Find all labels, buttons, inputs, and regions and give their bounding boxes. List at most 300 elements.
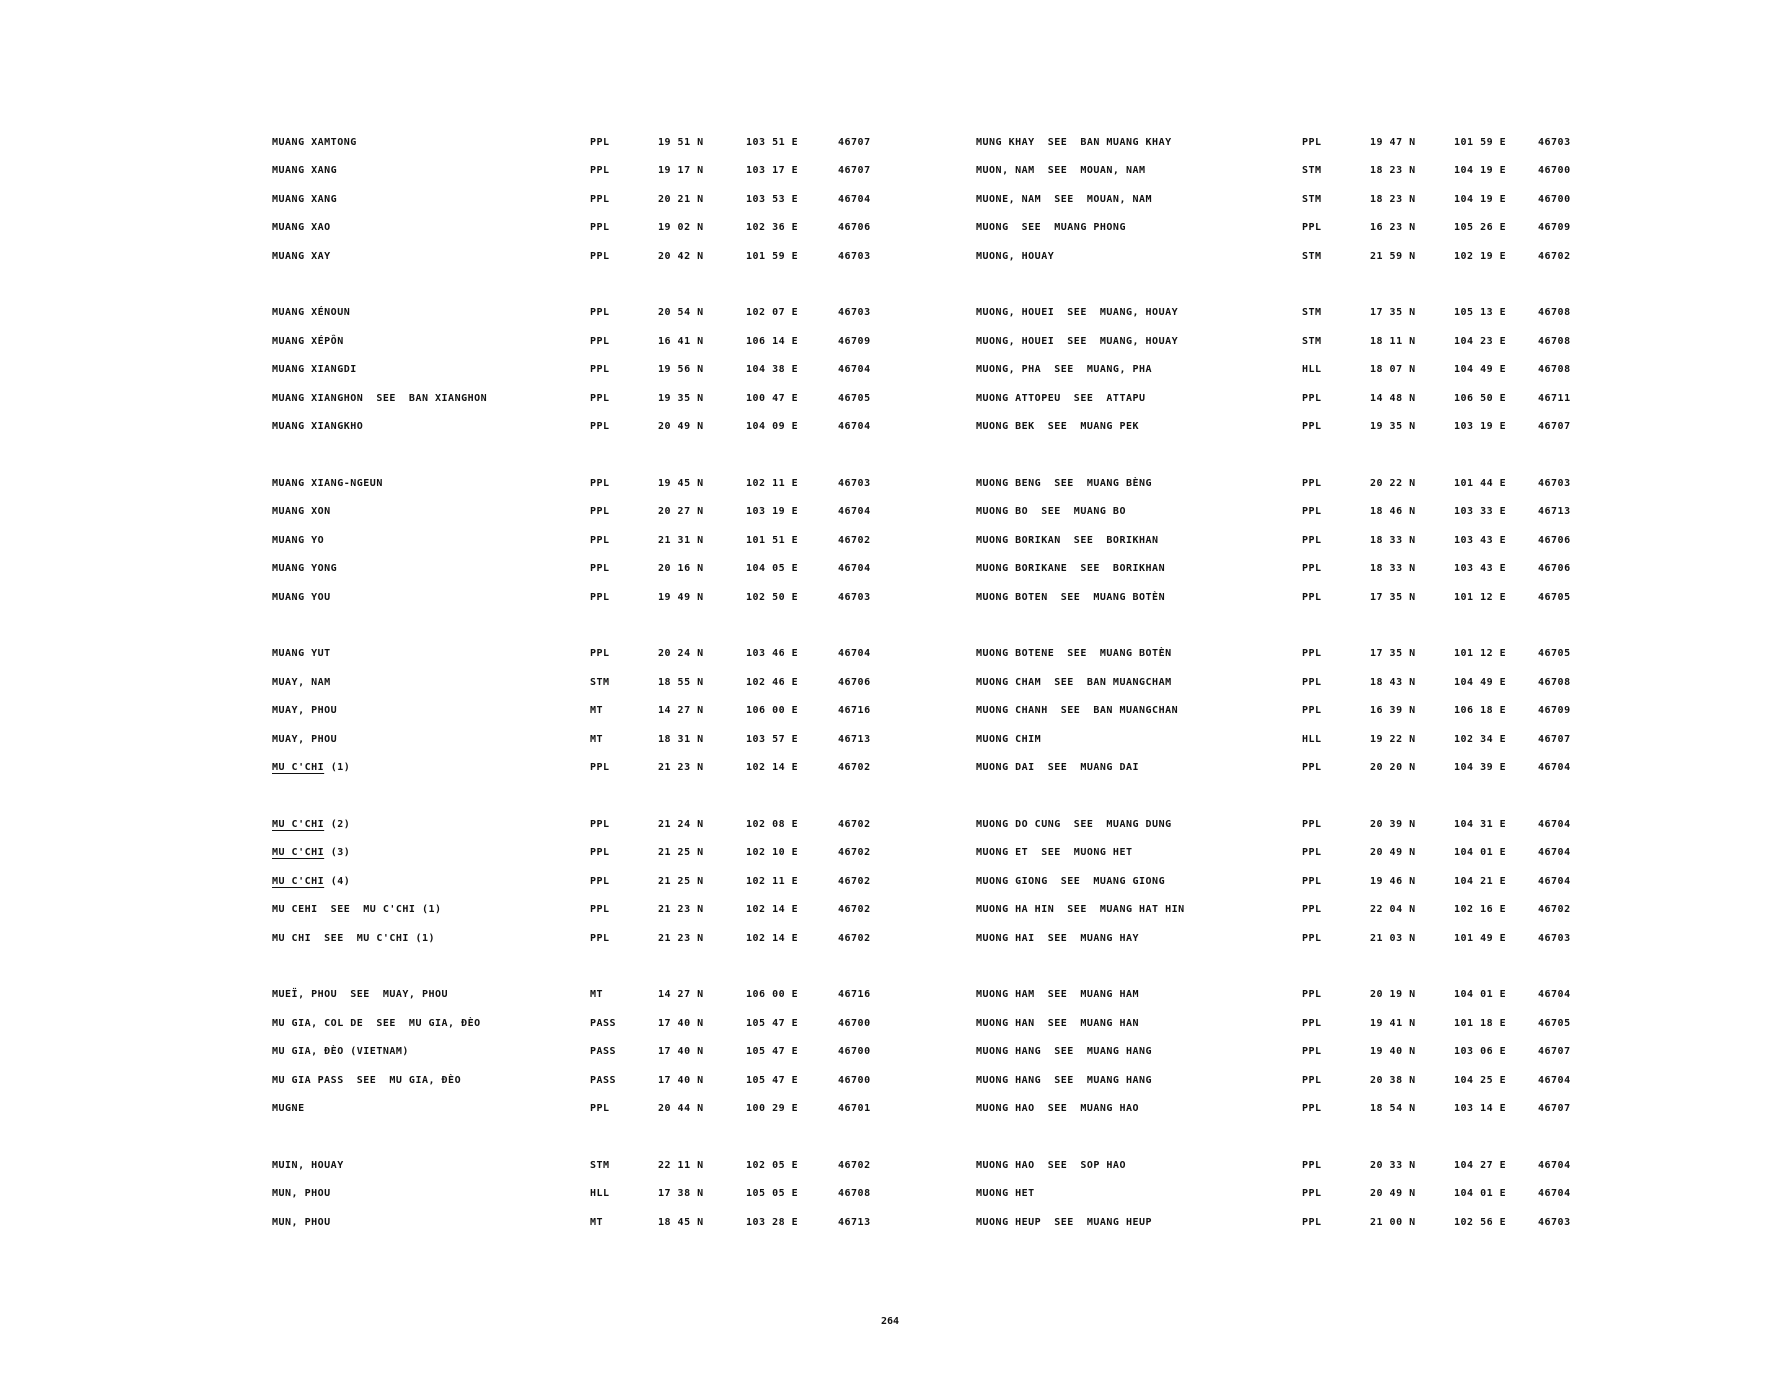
latitude: 14 48 N	[1370, 392, 1416, 404]
longitude: 102 14 E	[746, 932, 799, 944]
feature-type: PPL	[1302, 818, 1322, 830]
place-name: MUONG DAI SEE MUANG DAI	[976, 762, 1140, 774]
latitude: 18 45 N	[658, 1216, 704, 1228]
feature-type: PPL	[1302, 847, 1322, 859]
longitude: 104 31 E	[1454, 818, 1507, 830]
map-code: 46702	[838, 875, 871, 887]
gazetteer-entry	[272, 128, 898, 157]
gazetteer-entry	[272, 498, 898, 527]
feature-type: PPL	[1302, 591, 1322, 603]
map-code: 46703	[1538, 477, 1571, 489]
latitude: 18 33 N	[1370, 563, 1416, 575]
latitude: 20 27 N	[658, 506, 704, 518]
map-code: 46707	[1538, 1046, 1571, 1058]
map-code: 46703	[838, 591, 871, 603]
place-name: MUONG HAO SEE SOP HAO	[976, 1159, 1126, 1171]
gazetteer-entry	[272, 668, 898, 697]
map-code: 46704	[1538, 1188, 1571, 1200]
latitude: 20 42 N	[658, 250, 704, 262]
gazetteer-entry	[272, 810, 898, 839]
place-name: MUONG GIONG SEE MUANG GIONG	[976, 875, 1166, 887]
longitude: 103 33 E	[1454, 506, 1507, 518]
feature-type: PPL	[1302, 1017, 1322, 1029]
longitude: 101 12 E	[1454, 648, 1507, 660]
map-code: 46704	[1538, 989, 1571, 1001]
latitude: 20 33 N	[1370, 1159, 1416, 1171]
longitude: 105 26 E	[1454, 222, 1507, 234]
longitude: 105 47 E	[746, 1046, 799, 1058]
page-number: 264	[880, 1316, 900, 1327]
feature-type: PPL	[1302, 392, 1322, 404]
gazetteer-entry	[976, 725, 1598, 754]
longitude: 103 43 E	[1454, 563, 1507, 575]
feature-type: PPL	[1302, 705, 1322, 717]
gazetteer-entry	[976, 384, 1598, 413]
gazetteer-entry	[976, 356, 1598, 385]
map-code: 46704	[838, 506, 871, 518]
latitude: 22 04 N	[1370, 904, 1416, 916]
place-name-underlined: MU C'CHI	[272, 762, 325, 774]
map-code: 46701	[838, 1103, 871, 1115]
longitude: 100 29 E	[746, 1103, 799, 1115]
feature-type: PPL	[1302, 421, 1322, 433]
longitude: 104 01 E	[1454, 1188, 1507, 1200]
map-code: 46709	[838, 335, 871, 347]
latitude: 19 56 N	[658, 364, 704, 376]
longitude: 102 07 E	[746, 307, 799, 319]
feature-type: PPL	[590, 165, 610, 177]
place-name: MUONG HEUP SEE MUANG HEUP	[976, 1216, 1153, 1228]
place-name	[272, 876, 590, 887]
gazetteer-entry	[976, 128, 1598, 157]
gazetteer-entry	[976, 583, 1598, 612]
gazetteer-entry	[976, 924, 1598, 953]
place-name: MU CEHI SEE MU C'CHI (1)	[272, 904, 442, 916]
latitude: 19 41 N	[1370, 1017, 1416, 1029]
place-name: MUONG BENG SEE MUANG BÈNG	[976, 477, 1153, 489]
map-code: 46705	[1538, 1017, 1571, 1029]
latitude: 21 23 N	[658, 762, 704, 774]
map-code: 46704	[838, 193, 871, 205]
gazetteer-entry	[272, 867, 898, 896]
entry-group	[976, 810, 1598, 953]
gazetteer-entry	[976, 640, 1598, 669]
map-code: 46705	[1538, 648, 1571, 660]
entry-group	[976, 128, 1598, 271]
map-code: 46709	[1538, 222, 1571, 234]
place-name: MUONG HA HIN SEE MUANG HAT HIN	[976, 904, 1185, 916]
place-name: MUONG, PHA SEE MUANG, PHA	[976, 364, 1153, 376]
map-code: 46702	[838, 904, 871, 916]
feature-type: PPL	[590, 875, 610, 887]
feature-type: PPL	[1302, 648, 1322, 660]
map-code: 46713	[838, 1216, 871, 1228]
map-code: 46703	[1538, 136, 1571, 148]
place-name: MU CHI SEE MU C'CHI (1)	[272, 932, 436, 944]
place-name: MUONG DO CUNG SEE MUANG DUNG	[976, 818, 1172, 830]
map-code: 46707	[1538, 1103, 1571, 1115]
latitude: 18 54 N	[1370, 1103, 1416, 1115]
map-code: 46716	[838, 705, 871, 717]
place-name: MUANG XAO	[272, 222, 331, 234]
place-name	[272, 762, 590, 773]
place-name: MUONE, NAM SEE MOUAN, NAM	[976, 193, 1153, 205]
place-name: MUGNE	[272, 1103, 305, 1115]
feature-type: PPL	[1302, 563, 1322, 575]
latitude: 20 39 N	[1370, 818, 1416, 830]
latitude: 20 54 N	[658, 307, 704, 319]
entry-group	[976, 1151, 1598, 1237]
place-name-suffix: (2)	[324, 818, 351, 830]
entry-group	[272, 469, 898, 612]
place-name: MUONG BORIKAN SEE BORIKHAN	[976, 534, 1159, 546]
longitude: 104 01 E	[1454, 847, 1507, 859]
gazetteer-entry	[272, 839, 898, 868]
longitude: 102 36 E	[746, 222, 799, 234]
longitude: 102 46 E	[746, 676, 799, 688]
feature-type: PPL	[1302, 477, 1322, 489]
longitude: 104 19 E	[1454, 165, 1507, 177]
feature-type: PPL	[1302, 904, 1322, 916]
place-name: MUANG XANG	[272, 165, 338, 177]
gazetteer-entry	[976, 981, 1598, 1010]
map-code: 46703	[1538, 1216, 1571, 1228]
entry-group	[272, 810, 898, 953]
map-code: 46711	[1538, 392, 1571, 404]
gazetteer-entry	[272, 924, 898, 953]
latitude: 16 41 N	[658, 335, 704, 347]
place-name: MUANG XAY	[272, 250, 331, 262]
map-code: 46702	[1538, 904, 1571, 916]
gazetteer-entry	[272, 896, 898, 925]
entry-group	[976, 640, 1598, 783]
feature-type: PPL	[1302, 762, 1322, 774]
map-code: 46713	[1538, 506, 1571, 518]
map-code: 46713	[838, 733, 871, 745]
longitude: 104 01 E	[1454, 989, 1507, 1001]
gazetteer-entry	[976, 327, 1598, 356]
gazetteer-entry	[272, 1180, 898, 1209]
longitude: 106 00 E	[746, 705, 799, 717]
feature-type: PPL	[590, 648, 610, 660]
place-name: MUONG HANG SEE MUANG HANG	[976, 1046, 1153, 1058]
place-name: MUONG HET	[976, 1188, 1035, 1200]
feature-type: PPL	[590, 193, 610, 205]
map-code: 46705	[1538, 591, 1571, 603]
place-name-suffix: (1)	[324, 762, 351, 774]
longitude: 104 39 E	[1454, 762, 1507, 774]
latitude: 16 23 N	[1370, 222, 1416, 234]
place-name: MU GIA, COL DE SEE MU GIA, ĐÈO	[272, 1017, 481, 1029]
latitude: 19 45 N	[658, 477, 704, 489]
map-code: 46703	[838, 477, 871, 489]
latitude: 18 43 N	[1370, 676, 1416, 688]
map-code: 46702	[838, 932, 871, 944]
latitude: 21 25 N	[658, 847, 704, 859]
map-code: 46702	[838, 762, 871, 774]
feature-type: HLL	[1302, 364, 1322, 376]
entry-group	[976, 981, 1598, 1124]
place-name: MUANG XÉNOUN	[272, 307, 351, 319]
gazetteer-entry	[976, 555, 1598, 584]
latitude: 20 44 N	[658, 1103, 704, 1115]
feature-type: PPL	[590, 762, 610, 774]
map-code: 46702	[838, 818, 871, 830]
place-name-suffix: (3)	[324, 847, 351, 859]
feature-type: HLL	[590, 1188, 610, 1200]
feature-type: PPL	[1302, 222, 1322, 234]
gazetteer-entry	[272, 1208, 898, 1237]
place-name: MUONG BO SEE MUANG BO	[976, 506, 1126, 518]
latitude: 19 17 N	[658, 165, 704, 177]
latitude: 18 46 N	[1370, 506, 1416, 518]
map-code: 46700	[1538, 165, 1571, 177]
feature-type: PPL	[1302, 1074, 1322, 1086]
gazetteer-entry	[976, 668, 1598, 697]
latitude: 17 40 N	[658, 1046, 704, 1058]
map-code: 46703	[838, 307, 871, 319]
longitude: 106 14 E	[746, 335, 799, 347]
place-name: MUONG CHIM	[976, 733, 1042, 745]
longitude: 102 50 E	[746, 591, 799, 603]
gazetteer-entry	[272, 555, 898, 584]
place-name: MUONG, HOUAY	[976, 250, 1055, 262]
longitude: 103 28 E	[746, 1216, 799, 1228]
longitude: 104 25 E	[1454, 1074, 1507, 1086]
longitude: 104 38 E	[746, 364, 799, 376]
map-code: 46703	[1538, 932, 1571, 944]
longitude: 102 14 E	[746, 904, 799, 916]
latitude: 17 38 N	[658, 1188, 704, 1200]
latitude: 19 51 N	[658, 136, 704, 148]
gazetteer-entry	[976, 1095, 1598, 1124]
latitude: 18 07 N	[1370, 364, 1416, 376]
longitude: 103 46 E	[746, 648, 799, 660]
map-code: 46702	[838, 1159, 871, 1171]
place-name: MUANG YO	[272, 534, 325, 546]
latitude: 20 19 N	[1370, 989, 1416, 1001]
place-name: MUANG XANG	[272, 193, 338, 205]
feature-type: PPL	[590, 847, 610, 859]
map-code: 46706	[1538, 534, 1571, 546]
longitude: 102 34 E	[1454, 733, 1507, 745]
feature-type: PPL	[590, 335, 610, 347]
latitude: 21 59 N	[1370, 250, 1416, 262]
place-name-underlined: MU C'CHI	[272, 875, 325, 887]
feature-type: PPL	[1302, 676, 1322, 688]
map-code: 46706	[838, 222, 871, 234]
place-name: MUANG XÉPÔN	[272, 335, 344, 347]
place-name	[272, 847, 590, 858]
place-name: MUANG XIANG-NGEUN	[272, 477, 383, 489]
gazetteer-entry	[272, 299, 898, 328]
gazetteer-entry	[976, 896, 1598, 925]
entry-group	[272, 299, 898, 442]
map-code: 46708	[1538, 676, 1571, 688]
map-code: 46702	[1538, 250, 1571, 262]
longitude: 102 11 E	[746, 875, 799, 887]
longitude: 102 05 E	[746, 1159, 799, 1171]
latitude: 18 55 N	[658, 676, 704, 688]
place-name: MUIN, HOUAY	[272, 1159, 344, 1171]
map-code: 46706	[1538, 563, 1571, 575]
latitude: 17 35 N	[1370, 591, 1416, 603]
latitude: 17 40 N	[658, 1074, 704, 1086]
latitude: 17 35 N	[1370, 307, 1416, 319]
map-code: 46707	[838, 136, 871, 148]
latitude: 20 24 N	[658, 648, 704, 660]
feature-type: PPL	[590, 421, 610, 433]
map-code: 46708	[1538, 307, 1571, 319]
map-code: 46708	[1538, 335, 1571, 347]
longitude: 105 13 E	[1454, 307, 1507, 319]
map-code: 46704	[838, 364, 871, 376]
latitude: 20 16 N	[658, 563, 704, 575]
longitude: 105 47 E	[746, 1017, 799, 1029]
place-name: MUEÏ, PHOU SEE MUAY, PHOU	[272, 989, 449, 1001]
gazetteer-entry	[272, 1038, 898, 1067]
feature-type: PPL	[1302, 506, 1322, 518]
feature-type: STM	[1302, 307, 1322, 319]
feature-type: PPL	[590, 534, 610, 546]
gazetteer-entry	[976, 1208, 1598, 1237]
gazetteer-entry	[976, 242, 1598, 271]
place-name: MU GIA, ĐÈO (VIETNAM)	[272, 1046, 409, 1058]
map-code: 46704	[838, 421, 871, 433]
place-name: MUONG ET SEE MUONG HET	[976, 847, 1133, 859]
latitude: 19 47 N	[1370, 136, 1416, 148]
feature-type: PASS	[590, 1046, 617, 1058]
latitude: 18 33 N	[1370, 534, 1416, 546]
latitude: 19 49 N	[658, 591, 704, 603]
latitude: 21 31 N	[658, 534, 704, 546]
map-code: 46704	[1538, 818, 1571, 830]
longitude: 104 19 E	[1454, 193, 1507, 205]
entry-group	[272, 640, 898, 783]
gazetteer-entry	[272, 242, 898, 271]
latitude: 21 23 N	[658, 904, 704, 916]
place-name: MUONG BOTENE SEE MUANG BOTÈN	[976, 648, 1172, 660]
latitude: 19 40 N	[1370, 1046, 1416, 1058]
latitude: 16 39 N	[1370, 705, 1416, 717]
gazetteer-entry	[272, 469, 898, 498]
map-code: 46716	[838, 989, 871, 1001]
gazetteer-entry	[272, 413, 898, 442]
place-name-underlined: MU C'CHI	[272, 847, 325, 859]
latitude: 17 40 N	[658, 1017, 704, 1029]
latitude: 20 20 N	[1370, 762, 1416, 774]
latitude: 19 46 N	[1370, 875, 1416, 887]
gazetteer-entry	[976, 157, 1598, 186]
longitude: 106 00 E	[746, 989, 799, 1001]
place-name-suffix: (4)	[324, 875, 351, 887]
map-code: 46707	[838, 165, 871, 177]
longitude: 106 50 E	[1454, 392, 1507, 404]
gazetteer-entry	[976, 1066, 1598, 1095]
place-name: MUANG XIANGHON SEE BAN XIANGHON	[272, 392, 488, 404]
latitude: 20 49 N	[1370, 847, 1416, 859]
longitude: 103 14 E	[1454, 1103, 1507, 1115]
place-name: MUONG HANG SEE MUANG HANG	[976, 1074, 1153, 1086]
map-code: 46704	[838, 563, 871, 575]
gazetteer-entry	[272, 356, 898, 385]
feature-type: STM	[1302, 193, 1322, 205]
latitude: 14 27 N	[658, 989, 704, 1001]
map-code: 46700	[1538, 193, 1571, 205]
latitude: 21 24 N	[658, 818, 704, 830]
longitude: 102 14 E	[746, 762, 799, 774]
gazetteer-entry	[976, 299, 1598, 328]
left-gazetteer-column	[272, 128, 898, 1265]
gazetteer-entry	[976, 214, 1598, 243]
map-code: 46703	[838, 250, 871, 262]
longitude: 100 47 E	[746, 392, 799, 404]
feature-type: PPL	[590, 563, 610, 575]
map-code: 46707	[1538, 733, 1571, 745]
latitude: 20 38 N	[1370, 1074, 1416, 1086]
gazetteer-entry	[976, 413, 1598, 442]
feature-type: PPL	[590, 136, 610, 148]
entry-group	[976, 299, 1598, 442]
feature-type: STM	[1302, 335, 1322, 347]
gazetteer-entry	[272, 697, 898, 726]
longitude: 101 44 E	[1454, 477, 1507, 489]
entry-group	[272, 128, 898, 271]
place-name: MUONG BEK SEE MUANG PEK	[976, 421, 1140, 433]
entry-group	[272, 981, 898, 1124]
place-name: MUONG ATTOPEU SEE ATTAPU	[976, 392, 1146, 404]
feature-type: PPL	[1302, 1188, 1322, 1200]
latitude: 19 22 N	[1370, 733, 1416, 745]
feature-type: MT	[590, 705, 604, 717]
feature-type: PPL	[1302, 1216, 1322, 1228]
feature-type: PPL	[1302, 534, 1322, 546]
longitude: 101 59 E	[1454, 136, 1507, 148]
place-name: MUN, PHOU	[272, 1188, 331, 1200]
longitude: 102 19 E	[1454, 250, 1507, 262]
map-code: 46704	[1538, 1159, 1571, 1171]
latitude: 18 31 N	[658, 733, 704, 745]
feature-type: PPL	[590, 818, 610, 830]
feature-type: PPL	[590, 364, 610, 376]
longitude: 103 57 E	[746, 733, 799, 745]
feature-type: HLL	[1302, 733, 1322, 745]
entry-group	[976, 469, 1598, 612]
latitude: 20 49 N	[658, 421, 704, 433]
feature-type: PPL	[1302, 1046, 1322, 1058]
map-code: 46704	[1538, 762, 1571, 774]
feature-type: PPL	[590, 307, 610, 319]
longitude: 104 49 E	[1454, 676, 1507, 688]
place-name: MUN, PHOU	[272, 1216, 331, 1228]
latitude: 14 27 N	[658, 705, 704, 717]
longitude: 103 43 E	[1454, 534, 1507, 546]
gazetteer-entry	[976, 697, 1598, 726]
longitude: 101 59 E	[746, 250, 799, 262]
place-name: MUONG CHAM SEE BAN MUANGCHAM	[976, 676, 1172, 688]
feature-type: MT	[590, 733, 604, 745]
feature-type: MT	[590, 1216, 604, 1228]
place-name: MUANG XIANGKHO	[272, 421, 364, 433]
longitude: 105 05 E	[746, 1188, 799, 1200]
place-name: MUON, NAM SEE MOUAN, NAM	[976, 165, 1146, 177]
longitude: 103 19 E	[1454, 421, 1507, 433]
longitude: 102 10 E	[746, 847, 799, 859]
gazetteer-entry	[272, 526, 898, 555]
gazetteer-entry	[976, 498, 1598, 527]
gazetteer-entry	[976, 839, 1598, 868]
feature-type: STM	[590, 1159, 610, 1171]
